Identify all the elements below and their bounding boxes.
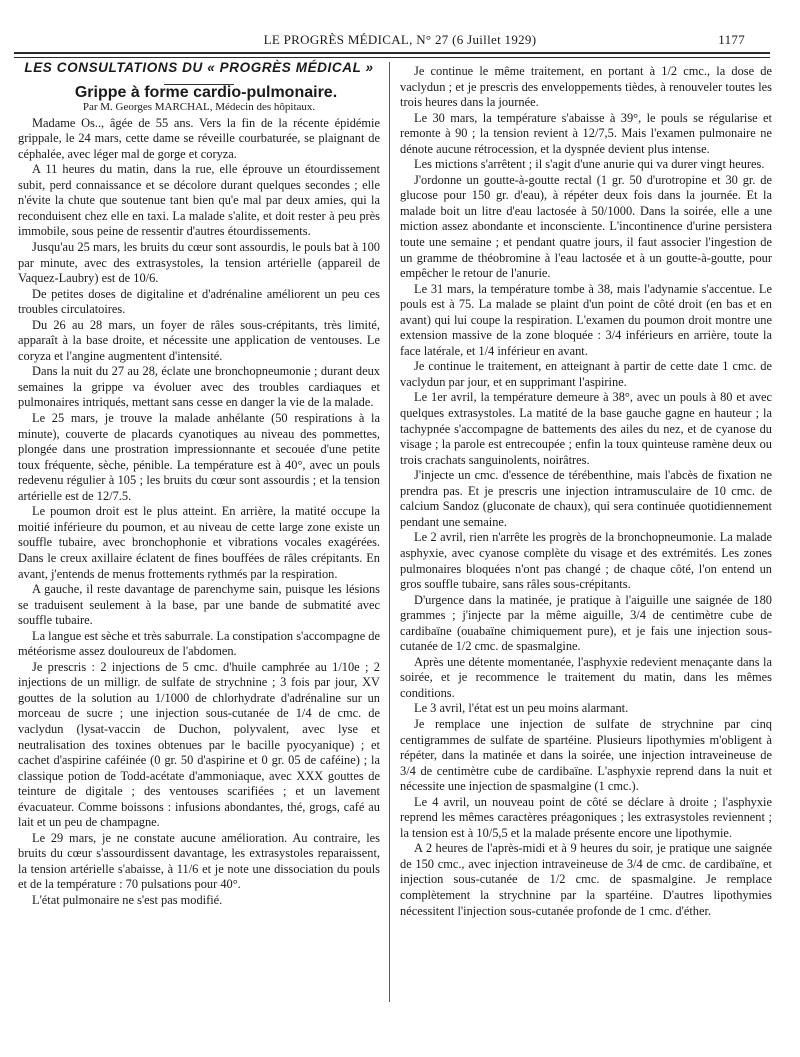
- paragraph: A 11 heures du matin, dans la rue, elle éprouve un étourdissement subit, perd connaissance et se décolore durant quelques secondes ; elle n'évite la chute que soutenue tant bien qu'e mal par deux amies, qui la reconduisent chez elle en taxi. La malade s'alite, et doit rester à peu près immobile, sous peine de ressentir d'autres étourdissements.: [18, 162, 380, 239]
- paragraph: Jusqu'au 25 mars, les bruits du cœur sont assourdis, le pouls bat à 100 par minute, avec des extrasystoles, la tension artérielle (appareil de Vaquez-Laubry) est de 10/6.: [18, 240, 380, 286]
- right-column: [400, 64, 772, 919]
- section-title: LES CONSULTATIONS DU « PROGRÈS MÉDICAL »: [24, 60, 374, 75]
- paragraph: Je prescris : 2 injections de 5 cmc. d'huile camphrée au 1/10e ; 2 injections de un milligr. de sulfate de strychnine ; 3 fois par jour, XV gouttes de la solution au 1/1000 de chlorhydrate d'adrénaline sur un morceau de sucre ; une injection sous-cutanée de 1/4 de cmc. de vaclydun (lysat-vaccin de Duchon, polyvalent, avec lyse et neutralisation des toxines obtenues par le bacille pyocyanique) ; et cachet d'aspirine caféinée (0 gr. 50 d'aspirine et 0 gr. 05 de caféine) ; la classique potion de Todd-acétate d'ammoniaque, avec XXX gouttes de teinture de digitale ; des ventouses scarifiées ; et un lavement évacuateur. Comme boissons : infusions abondantes, thé, grogs, café au lait et un peu de champagne.: [18, 659, 380, 830]
- paragraph: Le 29 mars, je ne constate aucune amélioration. Au contraire, les bruits du cœur s'assourdissent davantage, les extrasystoles reparaissent, la tension artérielle s'abaisse, à 11/6 et je note une dissociation du pouls et de la température : 70 pulsations pour 40°.: [18, 830, 380, 892]
- header-rule: [14, 52, 770, 54]
- page-number: 1177: [718, 32, 745, 47]
- paragraph: De petites doses de digitaline et d'adrénaline améliorent un peu ces troubles circulatoires.: [18, 286, 380, 317]
- paragraph: J'ordonne un goutte-à-goutte rectal (1 gr. 50 d'urotropine et 30 gr. de glucose pour 150 gr. d'eau), à répéter deux fois dans la journée. Et la malade boit un litre d'eau lactosée à 50/1000. Dans la soirée, elle a une miction assez abondante et inconsciente. L'incontinence d'urine persistera toute une semaine ; et pendant quatre jours, il faut associer l'ingestion de un gramme de théobromine à l'eau lactosée et à un goutte-à-goutte, pour empêcher le retour de l'anurie.: [400, 172, 772, 281]
- paragraph: Après une détente momentanée, l'asphyxie redevient menaçante dans la soirée, et je recommence le traitement du matin, dans les mêmes conditions.: [400, 654, 772, 700]
- journal-header-title: LE PROGRÈS MÉDICAL, N° 27 (6 Juillet 1929): [263, 32, 537, 47]
- left-column: [18, 60, 380, 909]
- paragraph: Je continue le même traitement, en portant à 1/2 cmc., la dose de vaclydun ; et je prescris des enveloppements tièdes, à renouveler toutes les trois heures dans la journée.: [400, 64, 772, 110]
- paragraph: Le 25 mars, je trouve la malade anhélante (50 respirations à la minute), couverte de placards cyanotiques au niveau des pommettes, plongée dans une prostration impressionnante et secouée d'une petite toux fréquente, sèche, pénible. La température est à 40°, avec un pouls redevenu régulier à 105 ; les bruits du cœur sont assourdis ; et la tension artérielle est de 12/7.5.: [18, 411, 380, 503]
- running-header: [15, 30, 785, 50]
- paragraph: Madame Os.., âgée de 55 ans. Vers la fin de la récente épidémie grippale, le 24 mars, cette dame se réveille courbaturée, se plaignant de céphalée, avec léger mal de gorge et coryza.: [18, 115, 380, 161]
- paragraph: D'urgence dans la matinée, je pratique à l'aiguille une saignée de 180 grammes ; j'injecte par la même aiguille, 3/4 de centimètre cube de cardibaïne (ouabaïne chimiquement pure), et je fais une injection sous-cutanée de 1/2 cmc. de spasmalgine.: [400, 592, 772, 654]
- paragraph: Le 3 avril, l'état est un peu moins alarmant.: [414, 701, 629, 716]
- paragraph: La langue est sèche et très saburrale. La constipation s'accompagne de météorisme assez douloureux de l'abdomen.: [18, 628, 380, 659]
- paragraph: Le 30 mars, la température s'abaisse à 39°, le pouls se régularise et remonte à 90 ; la tension revient à 12/7,5. Mais l'examen pulmonaire ne dénote aucune rétrocession, et la dyspnée devient plus intense.: [400, 110, 772, 156]
- paragraph: A gauche, il reste davantage de parenchyme sain, puisque les lésions se traduisent seulement à la base, par une bande de submatité avec souffle tubaire.: [18, 582, 380, 628]
- paragraph: Les mictions s'arrêtent ; il s'agit d'une anurie qui va durer vingt heures.: [414, 157, 765, 172]
- paragraph: Je remplace une injection de sulfate de strychnine par cinq centigrammes de sulfate de spartéine. Plusieurs lipothymies m'obligent à répéter, dans la matinée et dans la soirée, une injection intraveineuse de 3/4 de centimètre cube de cardibaïne. L'asphyxie reprend dans la nuit et nécessite une injection de spasmalgine (1 cmc.).: [400, 716, 772, 794]
- paragraph: L'état pulmonaire ne s'est pas modifié.: [32, 892, 223, 907]
- paragraph: Du 26 au 28 mars, un foyer de râles sous-crépitants, très limité, apparaît à la base droite, et nécessite une application de ventouses. Le coryza et l'angine augmentent d'intensité.: [18, 317, 380, 363]
- paragraph: J'injecte un cmc. d'essence de térébenthine, mais l'abcès de fixation ne prendra pas. Et je prescris une injection intramusculaire de 10 cmc. de calcium Sandoz (gluconate de chaux), qui sera continuée quotidiennement pendant une semaine.: [400, 468, 772, 529]
- paragraph: A 2 heures de l'après-midi et à 9 heures du soir, je pratique une saignée de 150 cmc., avec injection intraveineuse de 3/4 de cmc. de cardibaïne, et injection sous-cutanée de 1/2 cmc. de spasmalgine. Je remplace complètement la strychnine par la spartéine. D'autres lipothymies nécessitent l'injection sous-cutanée profonde de 1 cmc. d'éther.: [400, 841, 772, 918]
- paragraph: Le poumon droit est le plus atteint. En arrière, la matité occupe la moitié inférieure du poumon, et au niveau de cette large zone existe un souffle tubaire, avec bronchophonie et vibrations vocales exagérées. Dans le creux axillaire éclatent de fines bouffées de râles crépitants. En avant, j'entends de menus frottements rythmés par la respiration.: [18, 504, 380, 581]
- paragraph: Le 4 avril, un nouveau point de côté se déclare à droite ; l'asphyxie reprend les mêmes caractères préagoniques ; les extrasystoles reviennent ; la tension est à 10/5,5 et la malade présente encore une lipothymie.: [400, 794, 772, 840]
- column-divider: [389, 62, 390, 1002]
- paragraph: Je continue le traitement, en atteignant à partir de cette date 1 cmc. de vaclydun par jour, et en supprimant l'aspirine.: [400, 359, 772, 389]
- paragraph: Dans la nuit du 27 au 28, éclate une bronchopneumonie ; durant deux semaines la grippe va évoluer avec des troubles cardiaques et pulmonaires intriqués, mettant sans cesse en danger la vie de la malade.: [18, 364, 380, 410]
- header-rule-thin: [14, 57, 770, 58]
- paragraph: Le 2 avril, rien n'arrête les progrès de la bronchopneumonie. La malade asphyxie, avec cyanose complète du visage et des extrémités. Les zones pulmonaires bloquées n'ont pas changé ; de chaque côté, l'on entend un gros souffle tubaire, sans râles sous-crépitants.: [400, 530, 772, 592]
- paragraph: Le 1er avril, la température demeure à 38°, avec un pouls à 80 et avec quelques extrasystoles. La matité de la base gauche gagne en hauteur ; la tachypnée s'accompagne de battements des ailes du nez, et de cyanose du visage ; la parole est entrecoupée ; enfin la toux quinteuse ramène deux ou trois crachats sanguinolents, noirâtres.: [400, 390, 772, 467]
- paragraph: Le 31 mars, la température tombe à 38, mais l'adynamie s'accentue. Le pouls est à 75. La malade se plaint d'un point de côté droit (en bas et en avant) qui lui coupe la respiration. L'examen du poumon droit montre une extension massive de la zone bloquée : 3/4 inférieurs en arrière, toute la face latérale, et 1/4 inférieur en avant.: [400, 281, 772, 358]
- article-title: Grippe à forme cardio-pulmonaire.: [74, 83, 338, 101]
- byline: Par M. Georges MARCHAL, Médecin des hôpitaux.: [82, 101, 316, 114]
